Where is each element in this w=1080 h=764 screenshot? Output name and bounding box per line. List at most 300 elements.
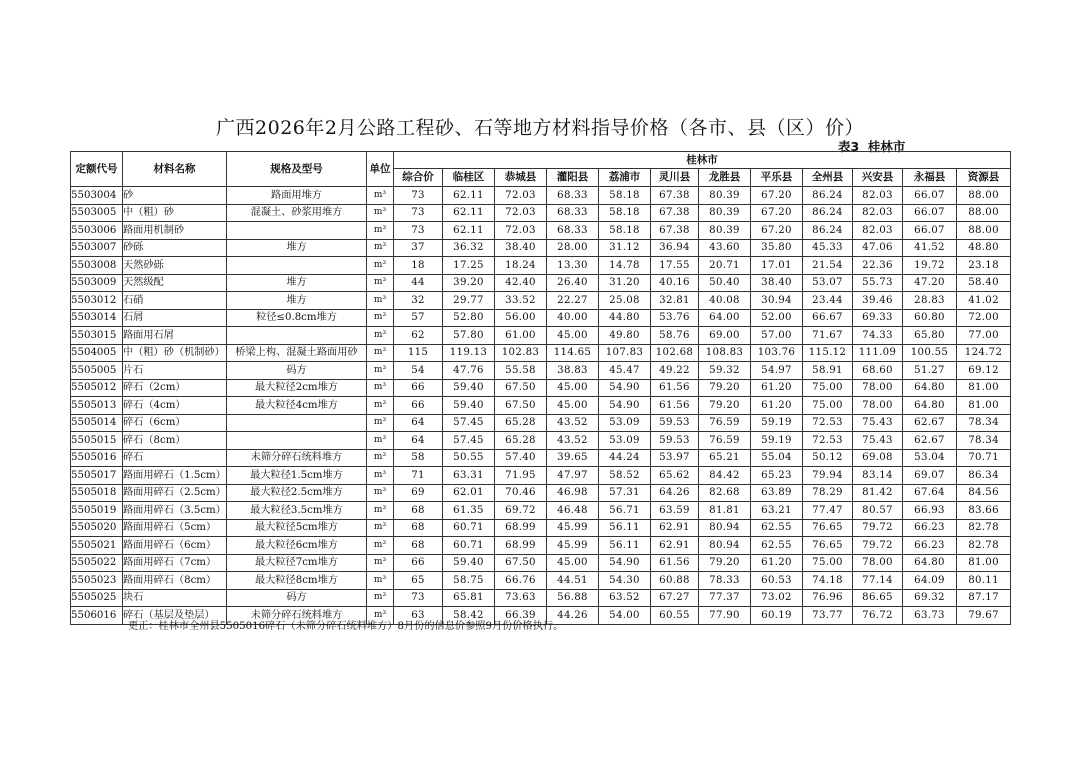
cell-price: 66 xyxy=(394,397,443,415)
cell-price: 68 xyxy=(394,519,443,537)
cell-name: 路面用碎石（2.5cm） xyxy=(123,484,227,502)
cell-price: 46.48 xyxy=(547,502,599,520)
cell-price: 60.53 xyxy=(751,572,803,590)
cell-name: 天然砂砾 xyxy=(123,257,227,275)
cell-price: 66.07 xyxy=(903,204,957,222)
cell-price: 78.00 xyxy=(853,554,903,572)
cell-code: 5503009 xyxy=(71,274,123,292)
cell-price: 45.00 xyxy=(547,327,599,345)
cell-price: 78.34 xyxy=(957,414,1011,432)
cell-price: 60.55 xyxy=(651,607,699,625)
cell-price: 60.71 xyxy=(443,519,495,537)
table-row xyxy=(71,484,1011,502)
cell-price: 23.18 xyxy=(957,257,1011,275)
cell-price: 61.20 xyxy=(751,397,803,415)
cell-price: 111.09 xyxy=(853,344,903,362)
cell-price: 13.30 xyxy=(547,257,599,275)
cell-name: 碎石（2cm） xyxy=(123,379,227,397)
cell-price: 64.80 xyxy=(903,397,957,415)
cell-price: 39.46 xyxy=(853,292,903,310)
cell-name: 块石 xyxy=(123,589,227,607)
cell-price: 67.38 xyxy=(651,187,699,205)
cell-code: 5505020 xyxy=(71,519,123,537)
cell-price: 71.95 xyxy=(495,467,547,485)
cell-price: 65.80 xyxy=(903,327,957,345)
cell-price: 52.00 xyxy=(751,309,803,327)
cell-name: 碎石（基层及垫层） xyxy=(123,607,227,625)
cell-spec: 码方 xyxy=(227,362,367,380)
cell-price: 76.65 xyxy=(803,519,853,537)
cell-price: 58.40 xyxy=(957,274,1011,292)
header-column: 平乐县 xyxy=(751,169,803,187)
cell-price: 61.00 xyxy=(495,327,547,345)
cell-price: 47.20 xyxy=(903,274,957,292)
cell-price: 82.03 xyxy=(853,187,903,205)
cell-price: 64 xyxy=(394,432,443,450)
cell-price: 60.88 xyxy=(651,572,699,590)
cell-name: 碎石（4cm） xyxy=(123,397,227,415)
cell-price: 54.90 xyxy=(599,554,651,572)
cell-name: 中（粗）砂（机制砂） xyxy=(123,344,227,362)
cell-price: 62.11 xyxy=(443,204,495,222)
cell-price: 102.83 xyxy=(495,344,547,362)
header-column: 综合价 xyxy=(394,169,443,187)
cell-price: 65.62 xyxy=(651,467,699,485)
cell-spec: 最大粒径4cm堆方 xyxy=(227,397,367,415)
cell-price: 65.23 xyxy=(751,467,803,485)
cell-price: 62.01 xyxy=(443,484,495,502)
cell-price: 47.97 xyxy=(547,467,599,485)
cell-price: 83.66 xyxy=(957,502,1011,520)
cell-spec: 堆方 xyxy=(227,239,367,257)
cell-price: 72.53 xyxy=(803,414,853,432)
cell-price: 60.80 xyxy=(903,309,957,327)
cell-code: 5505005 xyxy=(71,362,123,380)
cell-name: 石屑 xyxy=(123,309,227,327)
cell-price: 73.63 xyxy=(495,589,547,607)
cell-price: 77.14 xyxy=(853,572,903,590)
cell-code: 5505019 xyxy=(71,502,123,520)
cell-price: 81.42 xyxy=(853,484,903,502)
cell-spec: 堆方 xyxy=(227,274,367,292)
cell-name: 路面用石屑 xyxy=(123,327,227,345)
cell-name: 路面用机制砂 xyxy=(123,222,227,240)
table-row xyxy=(71,257,1011,275)
cell-price: 72.03 xyxy=(495,204,547,222)
cell-price: 74.18 xyxy=(803,572,853,590)
cell-price: 58 xyxy=(394,449,443,467)
header-column: 兴安县 xyxy=(853,169,903,187)
price-table xyxy=(70,151,1011,625)
cell-price: 66.07 xyxy=(903,187,957,205)
cell-price: 72.03 xyxy=(495,187,547,205)
cell-price: 31.12 xyxy=(599,239,651,257)
cell-price: 56.11 xyxy=(599,537,651,555)
cell-price: 32.81 xyxy=(651,292,699,310)
cell-unit: m³ xyxy=(367,589,394,607)
cell-price: 53.76 xyxy=(651,309,699,327)
cell-price: 115.12 xyxy=(803,344,853,362)
cell-price: 82.03 xyxy=(853,204,903,222)
cell-price: 18.24 xyxy=(495,257,547,275)
cell-price: 75.43 xyxy=(853,432,903,450)
table-row xyxy=(71,519,1011,537)
cell-price: 59.53 xyxy=(651,432,699,450)
cell-price: 77.37 xyxy=(699,589,751,607)
cell-spec: 最大粒径1.5cm堆方 xyxy=(227,467,367,485)
cell-price: 82.68 xyxy=(699,484,751,502)
cell-price: 72.03 xyxy=(495,222,547,240)
cell-price: 57.31 xyxy=(599,484,651,502)
cell-price: 58.52 xyxy=(599,467,651,485)
cell-spec: 最大粒径7cm堆方 xyxy=(227,554,367,572)
header-code: 定额代号 xyxy=(71,152,123,187)
cell-price: 57.40 xyxy=(495,449,547,467)
cell-price: 42.40 xyxy=(495,274,547,292)
cell-price: 63.52 xyxy=(599,589,651,607)
cell-price: 71.67 xyxy=(803,327,853,345)
cell-price: 86.24 xyxy=(803,187,853,205)
cell-price: 67.38 xyxy=(651,222,699,240)
cell-unit: m³ xyxy=(367,379,394,397)
cell-price: 62 xyxy=(394,327,443,345)
cell-price: 45.00 xyxy=(547,397,599,415)
cell-name: 碎石（8cm） xyxy=(123,432,227,450)
cell-price: 62.91 xyxy=(651,519,699,537)
cell-price: 78.29 xyxy=(803,484,853,502)
cell-price: 68.99 xyxy=(495,537,547,555)
cell-spec xyxy=(227,222,367,240)
cell-price: 62.91 xyxy=(651,537,699,555)
cell-price: 77.47 xyxy=(803,502,853,520)
header-column: 荔浦市 xyxy=(599,169,651,187)
cell-spec: 堆方 xyxy=(227,292,367,310)
cell-price: 67.20 xyxy=(751,222,803,240)
cell-price: 61.56 xyxy=(651,554,699,572)
table-row xyxy=(71,432,1011,450)
cell-price: 80.39 xyxy=(699,204,751,222)
cell-price: 45.47 xyxy=(599,362,651,380)
cell-price: 43.52 xyxy=(547,414,599,432)
cell-price: 55.04 xyxy=(751,449,803,467)
cell-price: 87.17 xyxy=(957,589,1011,607)
cell-price: 58.42 xyxy=(443,607,495,625)
cell-price: 67.50 xyxy=(495,397,547,415)
cell-unit: m³ xyxy=(367,292,394,310)
cell-price: 58.76 xyxy=(651,327,699,345)
cell-price: 56.11 xyxy=(599,519,651,537)
cell-code: 5505018 xyxy=(71,484,123,502)
cell-price: 69.33 xyxy=(853,309,903,327)
cell-price: 28.00 xyxy=(547,239,599,257)
cell-price: 37 xyxy=(394,239,443,257)
table-row xyxy=(71,379,1011,397)
table-row xyxy=(71,502,1011,520)
cell-price: 43.60 xyxy=(699,239,751,257)
cell-price: 69.12 xyxy=(957,362,1011,380)
cell-price: 36.32 xyxy=(443,239,495,257)
cell-price: 63.89 xyxy=(751,484,803,502)
cell-price: 58.18 xyxy=(599,204,651,222)
cell-spec: 最大粒径2cm堆方 xyxy=(227,379,367,397)
header-spec: 规格及型号 xyxy=(227,152,367,187)
cell-price: 18 xyxy=(394,257,443,275)
cell-spec: 最大粒径6cm堆方 xyxy=(227,537,367,555)
cell-price: 66.93 xyxy=(903,502,957,520)
cell-price: 64.09 xyxy=(903,572,957,590)
cell-price: 115 xyxy=(394,344,443,362)
cell-price: 64.26 xyxy=(651,484,699,502)
cell-price: 47.76 xyxy=(443,362,495,380)
cell-price: 67.38 xyxy=(651,204,699,222)
cell-price: 59.32 xyxy=(699,362,751,380)
cell-price: 63.59 xyxy=(651,502,699,520)
table-row xyxy=(71,449,1011,467)
cell-price: 49.80 xyxy=(599,327,651,345)
cell-price: 45.00 xyxy=(547,379,599,397)
cell-price: 54 xyxy=(394,362,443,380)
cell-name: 天然级配 xyxy=(123,274,227,292)
cell-price: 60.71 xyxy=(443,537,495,555)
cell-code: 5505014 xyxy=(71,414,123,432)
cell-unit: m³ xyxy=(367,467,394,485)
cell-spec: 码方 xyxy=(227,589,367,607)
cell-price: 38.40 xyxy=(751,274,803,292)
cell-price: 82.03 xyxy=(853,222,903,240)
cell-price: 56.88 xyxy=(547,589,599,607)
cell-price: 69.08 xyxy=(853,449,903,467)
cell-price: 54.97 xyxy=(751,362,803,380)
cell-price: 67.20 xyxy=(751,204,803,222)
cell-unit: m³ xyxy=(367,257,394,275)
cell-price: 108.83 xyxy=(699,344,751,362)
cell-price: 44.26 xyxy=(547,607,599,625)
cell-price: 76.72 xyxy=(853,607,903,625)
cell-price: 53.07 xyxy=(803,274,853,292)
cell-unit: m³ xyxy=(367,187,394,205)
cell-price: 65.28 xyxy=(495,414,547,432)
cell-price: 50.55 xyxy=(443,449,495,467)
cell-unit: m³ xyxy=(367,204,394,222)
cell-price: 79.20 xyxy=(699,397,751,415)
cell-price: 60.19 xyxy=(751,607,803,625)
cell-price: 43.52 xyxy=(547,432,599,450)
cell-price: 65.81 xyxy=(443,589,495,607)
cell-price: 53.97 xyxy=(651,449,699,467)
cell-spec: 路面用堆方 xyxy=(227,187,367,205)
cell-price: 50.40 xyxy=(699,274,751,292)
cell-price: 61.20 xyxy=(751,379,803,397)
cell-price: 58.18 xyxy=(599,222,651,240)
table-row xyxy=(71,292,1011,310)
cell-code: 5505012 xyxy=(71,379,123,397)
cell-spec: 未筛分碎石统料堆方 xyxy=(227,607,367,625)
cell-price: 62.67 xyxy=(903,432,957,450)
cell-price: 66.07 xyxy=(903,222,957,240)
cell-price: 75.00 xyxy=(803,379,853,397)
cell-price: 68.33 xyxy=(547,204,599,222)
cell-price: 73.77 xyxy=(803,607,853,625)
cell-price: 79.20 xyxy=(699,379,751,397)
cell-price: 39.20 xyxy=(443,274,495,292)
table-row xyxy=(71,362,1011,380)
table-row xyxy=(71,467,1011,485)
cell-price: 81.81 xyxy=(699,502,751,520)
cell-price: 66.39 xyxy=(495,607,547,625)
cell-price: 71 xyxy=(394,467,443,485)
cell-price: 86.65 xyxy=(853,589,903,607)
cell-price: 48.80 xyxy=(957,239,1011,257)
cell-price: 36.94 xyxy=(651,239,699,257)
cell-price: 81.00 xyxy=(957,397,1011,415)
cell-price: 52.80 xyxy=(443,309,495,327)
cell-price: 88.00 xyxy=(957,187,1011,205)
cell-name: 石硝 xyxy=(123,292,227,310)
cell-price: 57.45 xyxy=(443,414,495,432)
cell-price: 64.80 xyxy=(903,554,957,572)
table-row xyxy=(71,397,1011,415)
cell-price: 33.52 xyxy=(495,292,547,310)
cell-price: 59.40 xyxy=(443,397,495,415)
cell-price: 69 xyxy=(394,484,443,502)
cell-price: 107.83 xyxy=(599,344,651,362)
cell-code: 5505016 xyxy=(71,449,123,467)
cell-unit: m³ xyxy=(367,484,394,502)
cell-price: 28.83 xyxy=(903,292,957,310)
cell-unit: m³ xyxy=(367,502,394,520)
cell-price: 100.55 xyxy=(903,344,957,362)
cell-price: 19.72 xyxy=(903,257,957,275)
cell-price: 50.12 xyxy=(803,449,853,467)
cell-price: 62.55 xyxy=(751,519,803,537)
cell-code: 5505013 xyxy=(71,397,123,415)
cell-price: 57.00 xyxy=(751,327,803,345)
cell-price: 76.96 xyxy=(803,589,853,607)
cell-price: 66.67 xyxy=(803,309,853,327)
cell-price: 88.00 xyxy=(957,204,1011,222)
cell-name: 路面用碎石（6cm） xyxy=(123,537,227,555)
cell-price: 64.80 xyxy=(903,379,957,397)
cell-price: 124.72 xyxy=(957,344,1011,362)
cell-price: 67.64 xyxy=(903,484,957,502)
cell-price: 59.19 xyxy=(751,432,803,450)
cell-price: 61.56 xyxy=(651,379,699,397)
cell-code: 5505017 xyxy=(71,467,123,485)
cell-price: 26.40 xyxy=(547,274,599,292)
cell-name: 砂 xyxy=(123,187,227,205)
cell-price: 64.00 xyxy=(699,309,751,327)
cell-price: 63.21 xyxy=(751,502,803,520)
cell-price: 78.00 xyxy=(853,397,903,415)
cell-price: 62.11 xyxy=(443,222,495,240)
cell-price: 80.94 xyxy=(699,537,751,555)
cell-price: 81.00 xyxy=(957,379,1011,397)
cell-price: 17.55 xyxy=(651,257,699,275)
cell-price: 66.23 xyxy=(903,537,957,555)
cell-price: 82.78 xyxy=(957,519,1011,537)
cell-unit: m³ xyxy=(367,554,394,572)
cell-price: 29.77 xyxy=(443,292,495,310)
cell-price: 74.33 xyxy=(853,327,903,345)
header-group-city: 桂林市 xyxy=(394,152,1011,169)
cell-price: 66 xyxy=(394,379,443,397)
cell-price: 80.39 xyxy=(699,187,751,205)
cell-price: 45.00 xyxy=(547,554,599,572)
table-row xyxy=(71,537,1011,555)
cell-price: 22.36 xyxy=(853,257,903,275)
cell-unit: m³ xyxy=(367,432,394,450)
cell-price: 46.98 xyxy=(547,484,599,502)
table-row xyxy=(71,274,1011,292)
cell-code: 5504005 xyxy=(71,344,123,362)
cell-price: 68 xyxy=(394,537,443,555)
cell-price: 119.13 xyxy=(443,344,495,362)
cell-price: 83.14 xyxy=(853,467,903,485)
cell-price: 66 xyxy=(394,554,443,572)
cell-price: 68.33 xyxy=(547,187,599,205)
cell-price: 44 xyxy=(394,274,443,292)
header-column: 全州县 xyxy=(803,169,853,187)
cell-price: 68.60 xyxy=(853,362,903,380)
cell-price: 88.00 xyxy=(957,222,1011,240)
table-row xyxy=(71,414,1011,432)
cell-price: 54.30 xyxy=(599,572,651,590)
cell-name: 碎石 xyxy=(123,449,227,467)
cell-price: 76.59 xyxy=(699,414,751,432)
header-column: 永福县 xyxy=(903,169,957,187)
cell-price: 75.43 xyxy=(853,414,903,432)
cell-code: 5503007 xyxy=(71,239,123,257)
cell-code: 5505025 xyxy=(71,589,123,607)
header-column: 龙胜县 xyxy=(699,169,751,187)
cell-name: 路面用碎石（5cm） xyxy=(123,519,227,537)
cell-code: 5505021 xyxy=(71,537,123,555)
cell-price: 59.40 xyxy=(443,379,495,397)
cell-price: 61.56 xyxy=(651,397,699,415)
cell-price: 86.34 xyxy=(957,467,1011,485)
cell-price: 77.00 xyxy=(957,327,1011,345)
cell-price: 79.94 xyxy=(803,467,853,485)
cell-price: 54.90 xyxy=(599,379,651,397)
cell-price: 61.35 xyxy=(443,502,495,520)
cell-spec: 混凝土、砂浆用堆方 xyxy=(227,204,367,222)
cell-price: 84.56 xyxy=(957,484,1011,502)
cell-price: 55.73 xyxy=(853,274,903,292)
cell-name: 路面用碎石（8cm） xyxy=(123,572,227,590)
cell-name: 碎石（6cm） xyxy=(123,414,227,432)
cell-price: 47.06 xyxy=(853,239,903,257)
cell-price: 61.20 xyxy=(751,554,803,572)
table-row xyxy=(71,572,1011,590)
cell-price: 31.20 xyxy=(599,274,651,292)
cell-price: 64 xyxy=(394,414,443,432)
cell-price: 56.00 xyxy=(495,309,547,327)
cell-name: 路面用碎石（3.5cm） xyxy=(123,502,227,520)
cell-price: 41.02 xyxy=(957,292,1011,310)
cell-price: 30.94 xyxy=(751,292,803,310)
cell-price: 66.76 xyxy=(495,572,547,590)
cell-spec xyxy=(227,432,367,450)
cell-price: 102.68 xyxy=(651,344,699,362)
cell-price: 78.33 xyxy=(699,572,751,590)
cell-price: 67.20 xyxy=(751,187,803,205)
cell-price: 79.72 xyxy=(853,519,903,537)
cell-price: 67.50 xyxy=(495,554,547,572)
cell-price: 75.00 xyxy=(803,397,853,415)
cell-price: 69.32 xyxy=(903,589,957,607)
cell-price: 77.90 xyxy=(699,607,751,625)
cell-price: 63.73 xyxy=(903,607,957,625)
